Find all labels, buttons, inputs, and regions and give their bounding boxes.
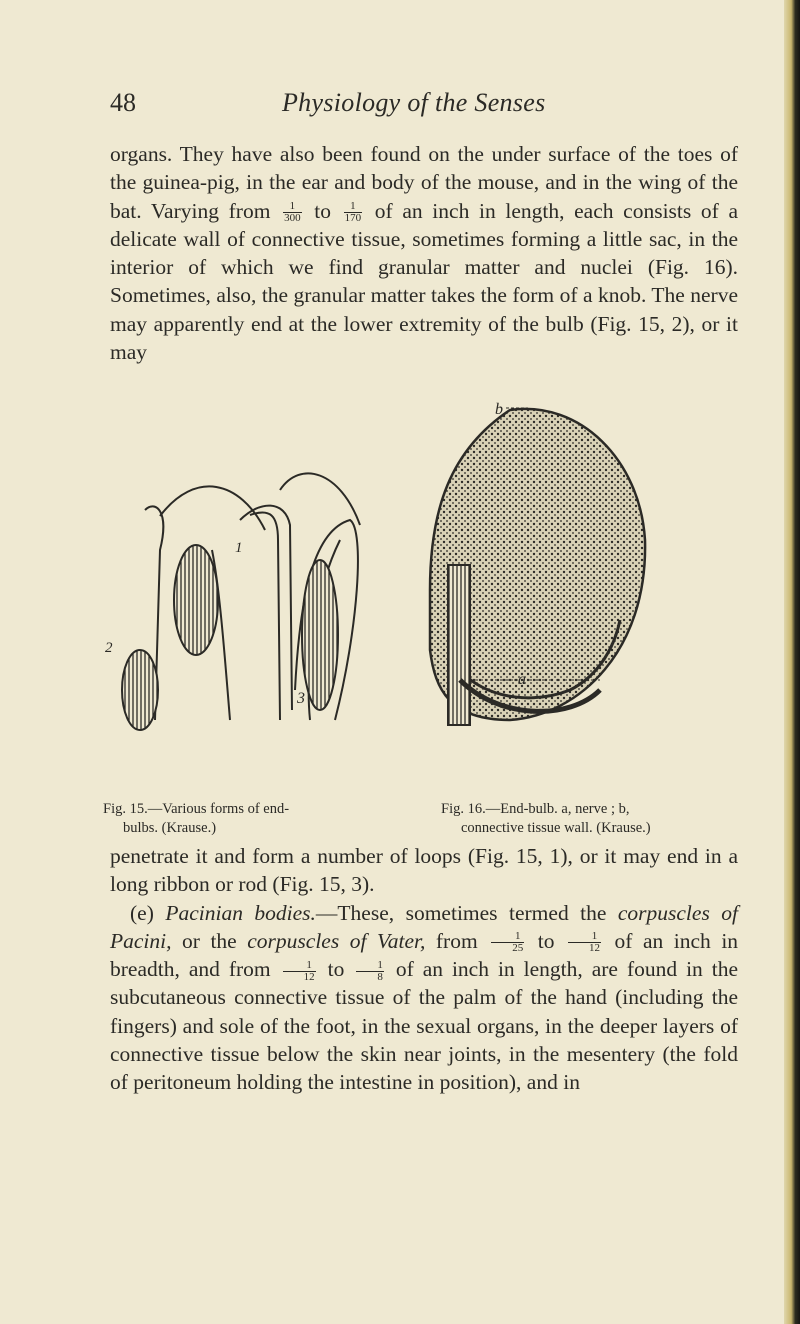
figure-16-caption: Fig. 16.—End-bulb. a, nerve ; b, connective tissue wall. (Krause.) (441, 801, 651, 836)
fig15-label-2: 2 (105, 640, 113, 656)
fraction: $\frac{1}{8}$ (356, 960, 384, 983)
end-bulb-2 (122, 650, 158, 730)
fraction: $\frac{1}{170}$ (344, 200, 362, 225)
fig15-label-3: 3 (297, 690, 305, 707)
page-header (110, 88, 740, 122)
fraction: $\frac{1}{12}$ (283, 960, 316, 983)
figure-16-drawing (430, 409, 645, 725)
figures-illustration (100, 390, 750, 810)
fraction: $\frac{1}{12}$ (568, 931, 601, 954)
paragraph-bottom: penetrate it and form a number of loops (Fig. 15, 1), or it may end in a long ribbon or rod (Fig. 15, 3). (e) Pacinian bodies.—These, sometimes termed the corpuscles of Pacini, or the corpuscles of Vater, from $\frac{1}{25}$ to $\frac{1}{12}$ of an inch in breadth, and from $\frac{1}{12}$ to $\frac{1}{8}$ of an inch in length, are found in the subcutaneous connective tissue of the palm of the hand (including the fingers) and sole of the foot, in the sexual organs, in the deeper layers of connective tissue below the skin near joints, in the mesentery (the fold of peritoneum holding the intestine in position), and in (110, 844, 739, 1095)
running-title: Physiology of the Senses (282, 88, 546, 117)
fraction: $\frac{1}{25}$ (491, 931, 524, 954)
figure-15-caption: Fig. 15.—Various forms of end- bulbs. (Krause.) (103, 801, 290, 836)
page-number: 48 (110, 88, 136, 117)
fig16-label-a: a (518, 671, 526, 688)
page-edge-shadow (784, 0, 800, 1324)
text-segment: of an inch in length, each consists of a delicate wall of connective tissue, sometimes forming a little sac, in the interior of which we find granular matter and nuclei (Fig. 16). Sometimes, also, the granular matter takes the form of a knob. The nerve may apparently end at the lower extremity of the bulb (Fig. 15, 2), or it may (110, 198, 739, 365)
fraction: $\frac{1}{300}$ (284, 200, 301, 225)
section-title: Pacinian bodies. (165, 900, 316, 925)
end-bulb-3 (302, 560, 338, 710)
text-segment: to (314, 198, 331, 223)
fig15-label-1: 1 (235, 540, 243, 556)
text-segment: organs. They have also been found on the under surface of the toes of the guinea-pig, in the ear and body of the mouse, and in the wing of the bat. Varying from (110, 142, 738, 223)
end-bulb-1 (174, 545, 218, 655)
figures-area (100, 390, 750, 810)
text-segment: penetrate it and form a number of loops (Fig. 15, 1), or it may end in a long ribbon or rod (Fig. 15, 3). (110, 844, 738, 897)
fig16-label-b: b (495, 401, 503, 418)
paragraph-top (110, 140, 738, 366)
